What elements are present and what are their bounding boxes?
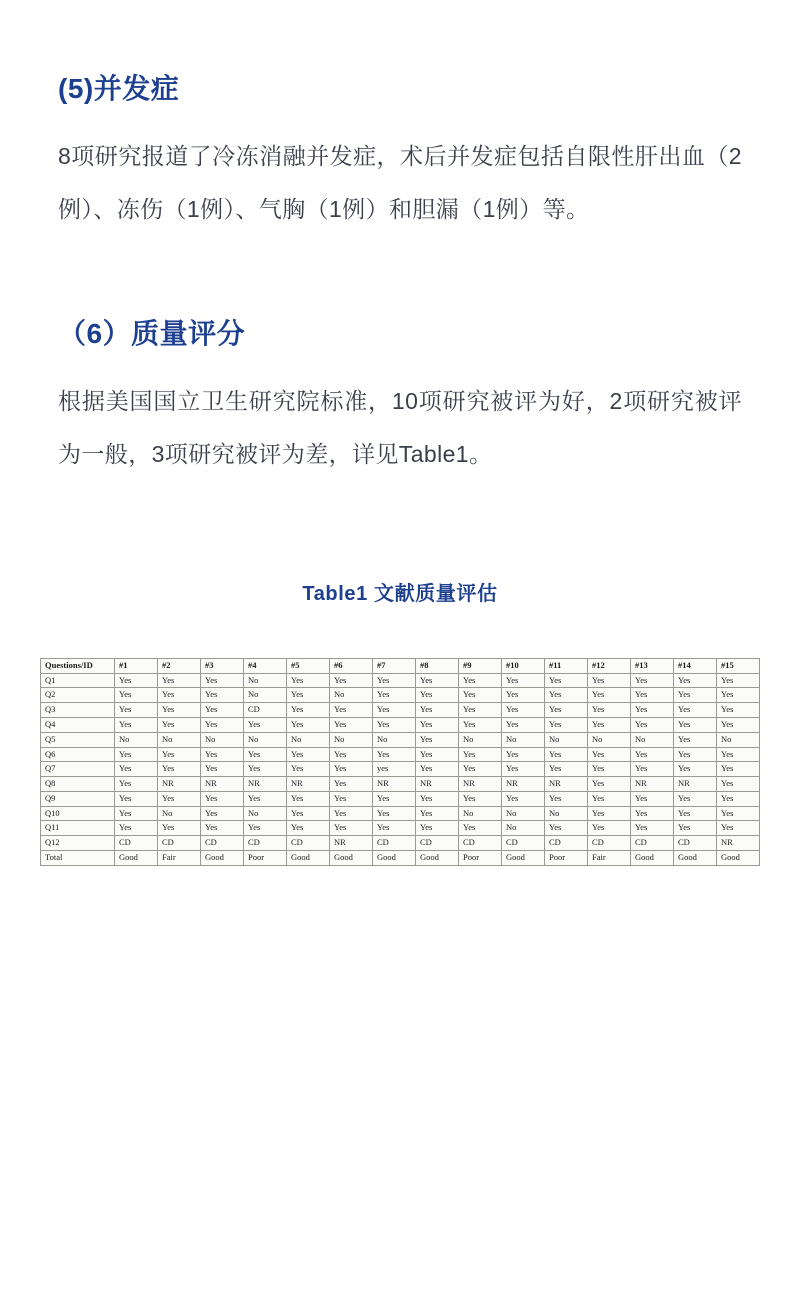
- table-cell: Yes: [330, 821, 373, 836]
- table-cell: NR: [244, 777, 287, 792]
- table-cell: No: [244, 688, 287, 703]
- table-cell: No: [244, 673, 287, 688]
- table-cell: NR: [674, 777, 717, 792]
- table-cell: Yes: [158, 762, 201, 777]
- table-cell: Yes: [373, 673, 416, 688]
- table-row: [41, 762, 760, 777]
- table-cell: Yes: [545, 747, 588, 762]
- table-cell: Yes: [717, 777, 760, 792]
- table-cell: No: [158, 806, 201, 821]
- table-container: [45, 658, 742, 866]
- table-cell: Yes: [717, 688, 760, 703]
- table-cell: Yes: [158, 821, 201, 836]
- table-cell: Yes: [201, 688, 244, 703]
- quality-assessment-table: [40, 658, 760, 866]
- table-row-label: Q5: [41, 732, 115, 747]
- table-cell: Yes: [717, 806, 760, 821]
- table-row: [41, 821, 760, 836]
- table-row-label: Q12: [41, 836, 115, 851]
- table-cell: Yes: [459, 703, 502, 718]
- table-cell: Yes: [545, 718, 588, 733]
- table-row-label: Q9: [41, 791, 115, 806]
- table-cell: Yes: [287, 688, 330, 703]
- table-cell: Yes: [674, 703, 717, 718]
- table-cell: NR: [502, 777, 545, 792]
- table-cell: Yes: [330, 806, 373, 821]
- table-cell: Yes: [717, 762, 760, 777]
- table-cell: Good: [674, 850, 717, 865]
- table-cell: Yes: [588, 791, 631, 806]
- table-cell: Yes: [545, 762, 588, 777]
- table-cell: CD: [115, 836, 158, 851]
- table-cell: Yes: [416, 703, 459, 718]
- table-cell: Yes: [459, 688, 502, 703]
- table-cell: Yes: [287, 806, 330, 821]
- table-cell: CD: [416, 836, 459, 851]
- table-row-label: Q6: [41, 747, 115, 762]
- table-row: [41, 688, 760, 703]
- table-cell: Yes: [373, 688, 416, 703]
- table-cell: Yes: [115, 703, 158, 718]
- table-cell: Yes: [674, 688, 717, 703]
- table-cell: Yes: [459, 791, 502, 806]
- table-cell: Yes: [201, 762, 244, 777]
- table-row: [41, 836, 760, 851]
- table-cell: Yes: [674, 806, 717, 821]
- table-row-label: Q3: [41, 703, 115, 718]
- table-cell: Yes: [244, 821, 287, 836]
- table-cell: Yes: [158, 747, 201, 762]
- table-cell: No: [545, 806, 588, 821]
- table-cell: Yes: [717, 703, 760, 718]
- table-row: [41, 791, 760, 806]
- table-cell: CD: [373, 836, 416, 851]
- table-cell: Yes: [545, 673, 588, 688]
- table-column-header-study: #3: [201, 658, 244, 673]
- table-column-header-study: #10: [502, 658, 545, 673]
- table-cell: Yes: [502, 718, 545, 733]
- table-cell: Yes: [545, 821, 588, 836]
- table-column-header-questions: Questions/ID: [41, 658, 115, 673]
- table-cell: Yes: [201, 703, 244, 718]
- table-cell: Yes: [545, 703, 588, 718]
- table-cell: CD: [287, 836, 330, 851]
- table-cell: Yes: [588, 806, 631, 821]
- table-cell: NR: [545, 777, 588, 792]
- table-cell: Yes: [588, 718, 631, 733]
- table-cell: Yes: [287, 673, 330, 688]
- table-cell: Yes: [287, 703, 330, 718]
- table-cell: NR: [158, 777, 201, 792]
- table-cell: Yes: [674, 791, 717, 806]
- table-cell: Good: [717, 850, 760, 865]
- table-cell: Yes: [631, 703, 674, 718]
- table-cell: CD: [631, 836, 674, 851]
- table-cell: Yes: [373, 703, 416, 718]
- table-cell: Fair: [158, 850, 201, 865]
- table-column-header-study: #11: [545, 658, 588, 673]
- table-cell: No: [459, 732, 502, 747]
- table-cell: NR: [201, 777, 244, 792]
- table-cell: Yes: [717, 821, 760, 836]
- table-cell: Yes: [631, 806, 674, 821]
- table-cell: Yes: [674, 762, 717, 777]
- table-cell: No: [330, 688, 373, 703]
- table-cell: Fair: [588, 850, 631, 865]
- table-cell: Yes: [416, 762, 459, 777]
- table-cell: Yes: [717, 747, 760, 762]
- table-cell: Good: [502, 850, 545, 865]
- table-cell: No: [502, 821, 545, 836]
- table-row-label: Total: [41, 850, 115, 865]
- table-cell: NR: [287, 777, 330, 792]
- table-cell: Yes: [330, 703, 373, 718]
- table-cell: Yes: [158, 703, 201, 718]
- table-cell: No: [717, 732, 760, 747]
- table-cell: Yes: [244, 718, 287, 733]
- table-cell: Yes: [201, 747, 244, 762]
- table-cell: Yes: [459, 718, 502, 733]
- table-row: [41, 718, 760, 733]
- table-cell: Yes: [459, 747, 502, 762]
- table-row: [41, 732, 760, 747]
- table-cell: No: [244, 806, 287, 821]
- table-cell: No: [287, 732, 330, 747]
- table-cell: Yes: [717, 791, 760, 806]
- table-column-header-study: #2: [158, 658, 201, 673]
- section-heading-complications: (5)并发症: [58, 73, 180, 105]
- table-column-header-study: #9: [459, 658, 502, 673]
- table-cell: Yes: [201, 673, 244, 688]
- table-cell: Yes: [502, 688, 545, 703]
- table-column-header-study: #14: [674, 658, 717, 673]
- table-cell: Good: [201, 850, 244, 865]
- table-cell: Yes: [115, 806, 158, 821]
- table-column-header-study: #7: [373, 658, 416, 673]
- table-row-label: Q4: [41, 718, 115, 733]
- table-cell: Yes: [717, 673, 760, 688]
- table-cell: Yes: [674, 821, 717, 836]
- table-cell: Yes: [717, 718, 760, 733]
- table-cell: Yes: [287, 762, 330, 777]
- table-cell: Yes: [287, 718, 330, 733]
- table-column-header-study: #5: [287, 658, 330, 673]
- table-row: [41, 806, 760, 821]
- table-cell: Yes: [416, 688, 459, 703]
- table-row-label: Q10: [41, 806, 115, 821]
- table-cell: Yes: [416, 747, 459, 762]
- table-cell: NR: [631, 777, 674, 792]
- table-cell: Yes: [330, 762, 373, 777]
- table-cell: NR: [373, 777, 416, 792]
- table-cell: Yes: [674, 673, 717, 688]
- table-cell: Yes: [631, 791, 674, 806]
- table-column-header-study: #4: [244, 658, 287, 673]
- table-cell: Yes: [416, 673, 459, 688]
- table-cell: No: [545, 732, 588, 747]
- table-cell: Yes: [115, 747, 158, 762]
- table-cell: Yes: [416, 791, 459, 806]
- table-cell: No: [201, 732, 244, 747]
- table-cell: Yes: [373, 718, 416, 733]
- table-cell: Yes: [459, 821, 502, 836]
- section-heading-quality-score: （6）质量评分: [58, 317, 246, 349]
- table-cell: Yes: [158, 688, 201, 703]
- table-cell: Yes: [287, 791, 330, 806]
- table-cell: Yes: [502, 747, 545, 762]
- table-cell: Yes: [115, 777, 158, 792]
- table-cell: Yes: [115, 688, 158, 703]
- table-cell: Yes: [201, 821, 244, 836]
- table-cell: Yes: [373, 821, 416, 836]
- table-cell: No: [459, 806, 502, 821]
- table-row: [41, 747, 760, 762]
- table-cell: Good: [287, 850, 330, 865]
- table-cell: Yes: [115, 673, 158, 688]
- table-cell: Good: [416, 850, 459, 865]
- table-column-header-study: #1: [115, 658, 158, 673]
- table-cell: No: [373, 732, 416, 747]
- table-column-header-study: #6: [330, 658, 373, 673]
- table-cell: Yes: [588, 762, 631, 777]
- table-cell: Yes: [502, 762, 545, 777]
- table-cell: Yes: [459, 762, 502, 777]
- table-cell: Yes: [588, 688, 631, 703]
- table-cell: No: [158, 732, 201, 747]
- table-cell: Good: [631, 850, 674, 865]
- table-cell: Yes: [416, 732, 459, 747]
- table-row-label: Q1: [41, 673, 115, 688]
- table-cell: Good: [373, 850, 416, 865]
- table-body: [41, 673, 760, 865]
- table-cell: No: [502, 806, 545, 821]
- table-column-header-study: #15: [717, 658, 760, 673]
- table-cell: No: [244, 732, 287, 747]
- table-cell: Yes: [459, 673, 502, 688]
- table-cell: Yes: [330, 777, 373, 792]
- table-cell: Yes: [631, 718, 674, 733]
- table-cell: No: [631, 732, 674, 747]
- table-cell: Yes: [373, 806, 416, 821]
- table-cell: Yes: [158, 673, 201, 688]
- table-cell: Yes: [330, 791, 373, 806]
- table-cell: No: [588, 732, 631, 747]
- table-row: [41, 777, 760, 792]
- table-cell: Yes: [201, 718, 244, 733]
- table-cell: Yes: [115, 821, 158, 836]
- table-row-label: Q11: [41, 821, 115, 836]
- table-cell: CD: [588, 836, 631, 851]
- table-cell: Poor: [459, 850, 502, 865]
- table-column-header-study: #8: [416, 658, 459, 673]
- table-cell: Yes: [115, 762, 158, 777]
- table-cell: Yes: [158, 791, 201, 806]
- table-cell: Yes: [416, 718, 459, 733]
- table-cell: Yes: [502, 791, 545, 806]
- table-cell: Yes: [631, 762, 674, 777]
- table-cell: CD: [459, 836, 502, 851]
- table-cell: CD: [502, 836, 545, 851]
- table-cell: Yes: [115, 718, 158, 733]
- table-cell: NR: [717, 836, 760, 851]
- table-row: [41, 673, 760, 688]
- table-cell: No: [115, 732, 158, 747]
- table-column-header-study: #13: [631, 658, 674, 673]
- table-cell: Yes: [588, 777, 631, 792]
- table-cell: Yes: [588, 747, 631, 762]
- table-cell: Yes: [674, 747, 717, 762]
- table-cell: Yes: [545, 791, 588, 806]
- table-caption: Table1 文献质量评估: [302, 582, 498, 605]
- section-paragraph-quality-score: 根据美国国立卫生研究院标准，10项研究被评为好，2项研究被评为一般，3项研究被评为差，详见Table1。: [58, 387, 742, 467]
- table-cell: Yes: [674, 732, 717, 747]
- table-cell: CD: [244, 703, 287, 718]
- table-cell: CD: [201, 836, 244, 851]
- table-cell: Yes: [330, 673, 373, 688]
- table-cell: Yes: [631, 821, 674, 836]
- table-row-label: Q8: [41, 777, 115, 792]
- table-cell: Yes: [287, 821, 330, 836]
- table-cell: CD: [545, 836, 588, 851]
- table-cell: Poor: [244, 850, 287, 865]
- table-cell: CD: [244, 836, 287, 851]
- table-cell: Yes: [631, 688, 674, 703]
- table-cell: Yes: [158, 718, 201, 733]
- table-cell: Yes: [330, 718, 373, 733]
- table-cell: Yes: [502, 703, 545, 718]
- table-cell: Yes: [330, 747, 373, 762]
- section-paragraph-complications: 8项研究报道了冷冻消融并发症，术后并发症包括自限性肝出血（2例）、冻伤（1例）、气胸（1例）和胆漏（1例）等。: [58, 143, 742, 223]
- table-cell: Yes: [588, 673, 631, 688]
- table-cell: CD: [158, 836, 201, 851]
- table-cell: Yes: [588, 703, 631, 718]
- table-cell: Yes: [201, 806, 244, 821]
- table-cell: Yes: [244, 791, 287, 806]
- table-cell: Yes: [416, 821, 459, 836]
- table-cell: NR: [330, 836, 373, 851]
- table-cell: Good: [115, 850, 158, 865]
- document-page: [0, 23, 800, 1291]
- table-cell: Good: [330, 850, 373, 865]
- table-header-row: [41, 658, 760, 673]
- table-cell: Yes: [244, 747, 287, 762]
- table-cell: Yes: [115, 791, 158, 806]
- table-cell: CD: [674, 836, 717, 851]
- table-cell: Yes: [631, 747, 674, 762]
- table-cell: Yes: [287, 747, 330, 762]
- table-cell: Poor: [545, 850, 588, 865]
- table-cell: No: [502, 732, 545, 747]
- table-row: [41, 850, 760, 865]
- table-cell: Yes: [545, 688, 588, 703]
- table-cell: Yes: [244, 762, 287, 777]
- table-cell: Yes: [631, 673, 674, 688]
- table-cell: Yes: [502, 673, 545, 688]
- table-cell: NR: [416, 777, 459, 792]
- table-row: [41, 703, 760, 718]
- table-cell: NR: [459, 777, 502, 792]
- table-cell: Yes: [674, 718, 717, 733]
- table-column-header-study: #12: [588, 658, 631, 673]
- table-row-label: Q7: [41, 762, 115, 777]
- table-cell: Yes: [416, 806, 459, 821]
- table-cell: Yes: [201, 791, 244, 806]
- table-cell: Yes: [373, 747, 416, 762]
- table-cell: Yes: [373, 791, 416, 806]
- table-cell: No: [330, 732, 373, 747]
- table-cell: Yes: [588, 821, 631, 836]
- table-row-label: Q2: [41, 688, 115, 703]
- table-cell: yes: [373, 762, 416, 777]
